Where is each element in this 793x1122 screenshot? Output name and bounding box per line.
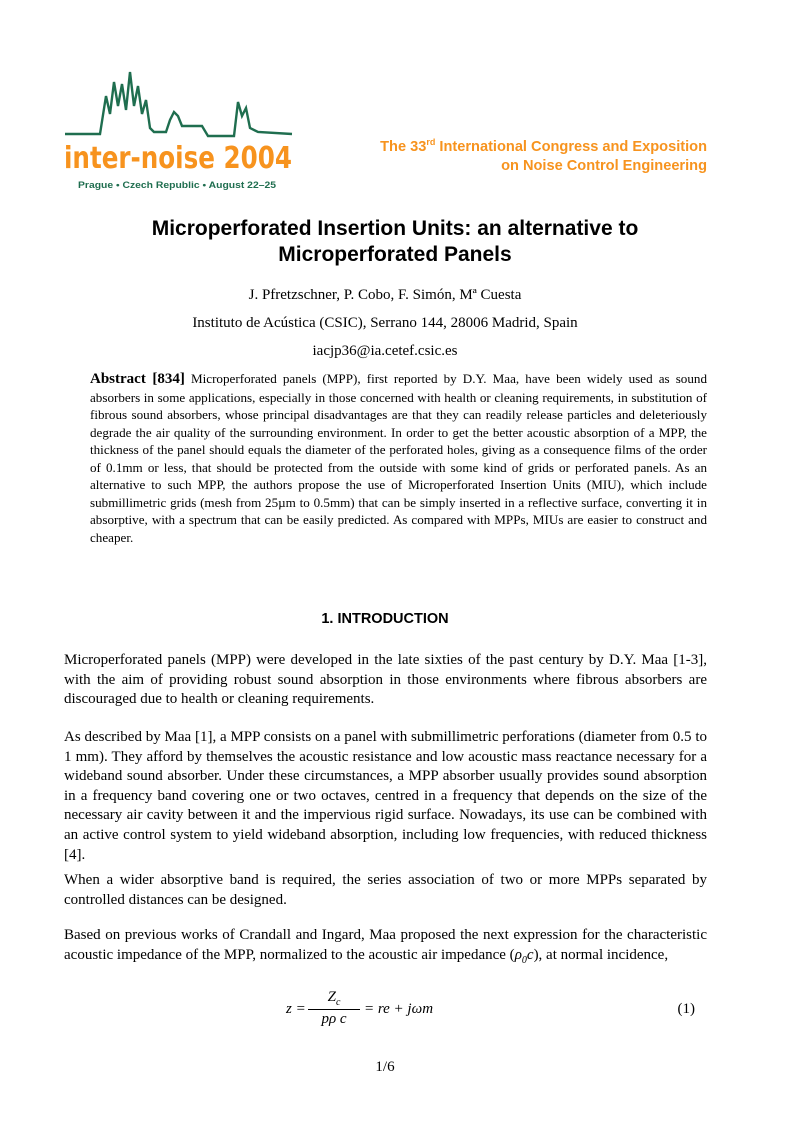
equation-fraction: $Z_c$ pρ c — [308, 989, 360, 1028]
abstract-text: Microperforated panels (MPP), first reported by D.Y. Maa, have been widely used as sound absorbers in some applications, especially in those concerned with health or cleaning requirements, in substitution of fibrous sound absorbers, whose principal disadvantages are that they can readily release particles and deleteriously degrade the air quality of the surrounding environment. In order to get the better acoustic absorption of a MPP, the thickness of the panel should equals the diameter of the perforated holes, giving as a consequence films of the order of 0.1mm or less, that should be protected from the outside with some kind of grids or perforated panels. As an alternative to such MPP, the authors propose the use of Microperforated Insertion Units (MIU), which include submillimetric grids (mesh from 25µm to 0.5mm) that can be simply inserted in a reflective surface, converting it in absorptive, with a spectrum that can be easily predicted. As compared with MPPs, MIUs are easier to construct and cheaper. — [90, 371, 707, 545]
conference-title-line1: The 33rd International Congress and Exposition — [380, 137, 707, 155]
skyline-outline — [65, 72, 292, 136]
authors: J. Pfretzschner, P. Cobo, F. Simón, Mª Cuesta — [248, 287, 522, 303]
equation-lhs: z = — [286, 1001, 306, 1017]
paper-title: Microperforated Insertion Units: an alternative to Microperforated Panels — [151, 217, 639, 266]
conference-title-line2: on Noise Control Engineering — [501, 158, 707, 174]
abstract — [90, 370, 707, 546]
equation-number: (1) — [677, 1001, 695, 1017]
paragraph: When a wider absorptive band is required, the series association of two or more MPPs separated by controlled distances can be designed. — [64, 872, 707, 908]
conference-title — [380, 138, 707, 176]
equation-rhs: = re + jωm — [364, 1001, 434, 1017]
paragraph: Microperforated panels (MPP) were developed in the late sixties of the past century by D.Y. Maa [1-3], with the aim of providing robust sound absorption in those environments where fibrous absorbers are discouraged due to health or cleaning requirements. — [64, 652, 707, 708]
page-number: 1/6 — [375, 1059, 395, 1075]
equation — [64, 988, 707, 1032]
abstract-label: Abstract [834] — [90, 371, 185, 387]
logo-tagline: Prague • Czech Republic • August 22–25 — [78, 180, 277, 191]
paragraph: Based on previous works of Crandall and Ingard, Maa proposed the next expression for the characteristic acoustic impedance of the MPP, normalized to the acoustic air impedance $(\rho_0c)$, at normal incidence, — [64, 927, 707, 966]
affiliation: Instituto de Acústica (CSIC), Serrano 144, 28006 Madrid, Spain — [192, 315, 578, 331]
section-heading: 1. INTRODUCTION — [321, 611, 449, 627]
inter-noise-logo — [62, 70, 294, 195]
logo-wordmark: inter-noise 2004 — [64, 141, 292, 176]
paragraph: As described by Maa [1], a MPP consists on a panel with submillimetric perforations (diameter from 0.5 to 1 mm). They afford by themselves the acoustic resistance and low acoustic mass reactance necessary for a wideband sound absorber. Under these circumstances, a MPP absorber usually provides sound absorption in a frequency band covering one or two octaves, centred in a frequency that depends on the size of the necessary air cavity between it and the impervious rigid surface. Nowadays, its use can be combined with an active control system to yield wideband absorption, including low frequencies, with reduced thickness [4]. — [64, 729, 707, 863]
email: iacjp36@ia.cetef.csic.es — [312, 343, 458, 359]
